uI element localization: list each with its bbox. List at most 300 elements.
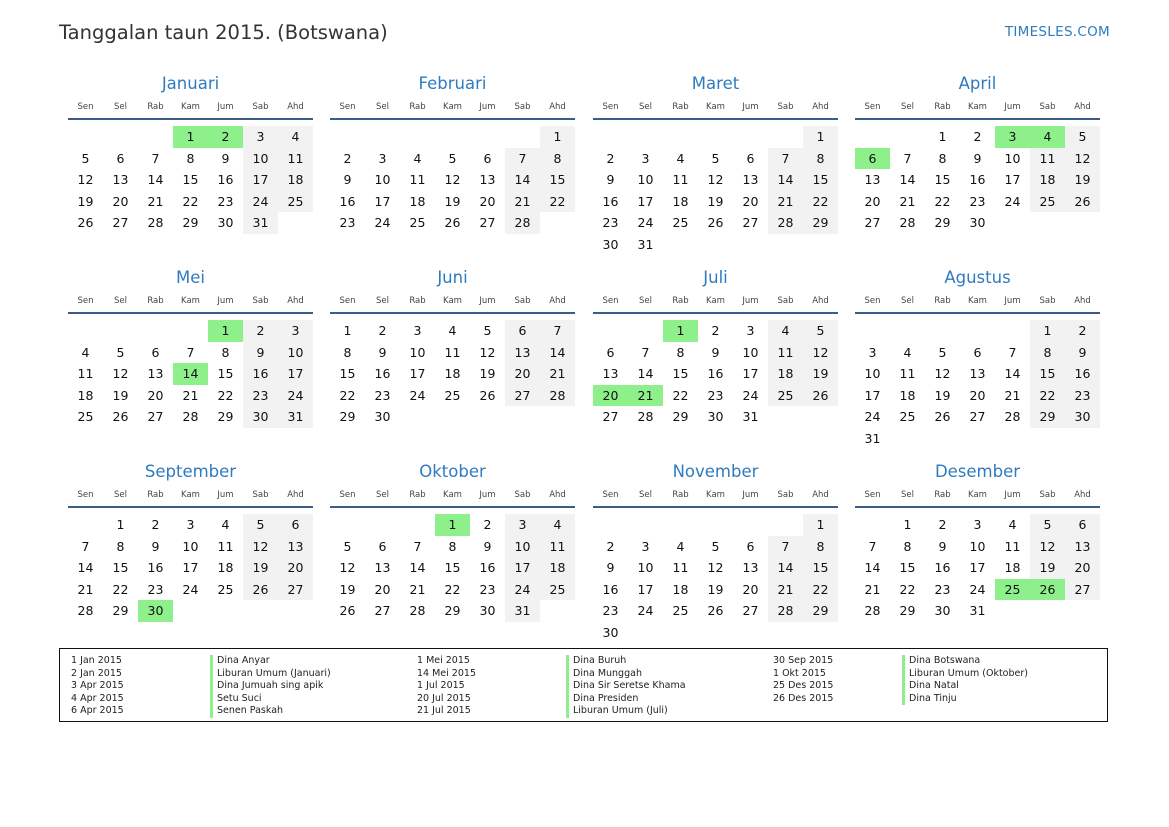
day-cell: 10	[374, 172, 391, 188]
month-name: April	[958, 74, 997, 93]
day-cell: 6	[378, 538, 387, 554]
day-cell: 30	[374, 409, 391, 425]
day-cell: 19	[112, 387, 129, 403]
day-cell: 21	[768, 579, 803, 601]
day-cell: 15	[540, 169, 575, 191]
day-cell: 25	[409, 215, 426, 231]
weekday-header	[855, 96, 1100, 120]
holiday-name: Dina Sir Seretse Khama	[566, 680, 686, 693]
day-cell: 25	[768, 385, 803, 407]
day-cell: 22	[540, 191, 575, 213]
day-cell: 28	[77, 603, 94, 619]
day-cell: 25	[1030, 191, 1065, 213]
day-cell: 25	[278, 191, 313, 213]
day-cell: 15	[182, 172, 199, 188]
day-cell: 8	[1030, 342, 1065, 364]
holiday-date: 30 Sep 2015	[773, 655, 834, 666]
day-cell: 11	[540, 536, 575, 558]
empty-cell	[628, 126, 663, 148]
month-juni	[330, 266, 575, 428]
weekday-label: Jum	[479, 296, 496, 306]
day-cell: 2	[606, 150, 615, 166]
day-cell: 5	[343, 538, 352, 554]
day-cell: 21	[899, 193, 916, 209]
day-cell: 6	[973, 344, 982, 360]
day-cell: 13	[1065, 536, 1100, 558]
day-cell: 11	[444, 344, 461, 360]
day-cell: 23	[969, 193, 986, 209]
day-cell: 4	[540, 514, 575, 536]
empty-cell	[663, 126, 698, 148]
day-cell: 5	[483, 323, 492, 338]
day-cell: 6	[278, 514, 313, 536]
day-cell: 14	[864, 560, 881, 576]
day-cell: 1	[803, 514, 838, 536]
day-cell: 21	[768, 191, 803, 213]
day-cell: 27	[1065, 579, 1100, 601]
day-cell: 27	[602, 409, 619, 425]
empty-cell	[855, 320, 890, 342]
site-link[interactable]: TIMESLES.COM	[1004, 24, 1110, 40]
day-cell: 7	[903, 150, 912, 166]
weekday-label: Rab	[409, 102, 426, 112]
day-cell: 21	[77, 581, 94, 597]
weekday-label: Kam	[443, 296, 462, 306]
month-november	[593, 460, 838, 644]
day-cell: 27	[742, 603, 759, 619]
empty-cell	[505, 126, 540, 148]
weekday-label: Kam	[968, 490, 987, 500]
holiday-name: Dina Presiden	[566, 693, 686, 706]
empty-cell	[628, 514, 663, 536]
day-cell: 8	[116, 538, 125, 554]
weekday-label: Rab	[409, 490, 426, 500]
day-cell: 7	[505, 148, 540, 170]
day-cell: 20	[742, 581, 759, 597]
weekday-label: Sen	[339, 296, 356, 306]
weekday-label: Rab	[934, 296, 951, 306]
empty-cell	[138, 126, 173, 148]
day-cell: 24	[243, 191, 278, 213]
empty-cell	[733, 514, 768, 536]
day-cell: 5	[448, 150, 457, 166]
day-cell: 10	[278, 342, 313, 364]
day-cell: 19	[1065, 169, 1100, 191]
day-cell: 28	[768, 600, 803, 622]
weekday-label: Sel	[114, 296, 127, 306]
weekday-label: Sel	[639, 490, 652, 500]
weekday-label: Ahd	[287, 490, 304, 500]
weekday-label: Rab	[147, 296, 164, 306]
day-grid	[330, 120, 575, 234]
day-cell: 15	[803, 169, 838, 191]
weekday-label: Sen	[602, 102, 619, 112]
weekday-label: Jum	[742, 102, 759, 112]
day-cell: 13	[112, 172, 129, 188]
day-cell: 10	[742, 344, 759, 360]
day-cell: 19	[707, 193, 724, 209]
day-cell: 3	[641, 150, 650, 166]
day-cell: 17	[243, 169, 278, 191]
day-cell: 18	[278, 169, 313, 191]
day-cell: 19	[803, 363, 838, 385]
day-cell: 13	[864, 172, 881, 188]
holiday-date: 2 Jan 2015	[71, 667, 122, 679]
day-cell: 20	[864, 193, 881, 209]
weekday-label: Sab	[514, 296, 531, 306]
day-cell: 9	[973, 150, 982, 166]
day-cell: 30	[479, 603, 496, 619]
day-cell: 12	[77, 172, 94, 188]
day-cell: 26	[77, 215, 94, 231]
day-cell: 23	[243, 385, 278, 407]
month-juli	[593, 266, 838, 428]
day-cell: 24	[864, 409, 881, 425]
day-cell: 23	[934, 581, 951, 597]
day-cell: 25	[77, 409, 94, 425]
day-cell: 24	[637, 215, 654, 231]
day-cell: 2	[151, 517, 160, 532]
month-mei	[68, 266, 313, 428]
month-name: September	[144, 462, 237, 481]
holiday-name: Senen Paskah	[210, 705, 331, 718]
day-cell: 26	[243, 579, 278, 601]
legend-names	[210, 655, 331, 718]
weekday-label: Jum	[217, 102, 234, 112]
day-cell: 5	[803, 320, 838, 342]
day-cell: 6	[116, 150, 125, 166]
weekday-label: Jum	[217, 296, 234, 306]
day-cell: 31	[243, 212, 278, 234]
empty-cell	[663, 514, 698, 536]
day-cell: 15	[899, 560, 916, 576]
day-cell: 15	[444, 560, 461, 576]
day-cell: 28	[147, 215, 164, 231]
day-cell: 7	[186, 344, 195, 360]
day-cell: 31	[969, 603, 986, 619]
day-cell: 7	[768, 148, 803, 170]
month-februari	[330, 72, 575, 234]
day-cell: 9	[483, 538, 492, 554]
weekday-label: Kam	[968, 296, 987, 306]
day-cell: 27	[742, 215, 759, 231]
day-cell: 16	[707, 366, 724, 382]
day-cell: 5	[938, 344, 947, 360]
day-cell: 12	[243, 536, 278, 558]
weekday-label: Sab	[1039, 490, 1056, 500]
weekday-label: Ahd	[812, 296, 829, 306]
day-cell: 2	[243, 320, 278, 342]
holiday-date: 6 Apr 2015	[71, 705, 124, 717]
holiday-day-cell: 26	[1030, 579, 1065, 601]
day-cell: 20	[147, 387, 164, 403]
empty-cell	[365, 126, 400, 148]
day-cell: 13	[278, 536, 313, 558]
day-cell: 27	[278, 579, 313, 601]
day-cell: 11	[278, 148, 313, 170]
day-cell: 30	[602, 624, 619, 640]
day-cell: 22	[182, 193, 199, 209]
day-cell: 25	[899, 409, 916, 425]
day-grid	[330, 508, 575, 622]
day-cell: 18	[899, 387, 916, 403]
day-cell: 19	[339, 581, 356, 597]
day-cell: 11	[672, 172, 689, 188]
day-cell: 24	[505, 579, 540, 601]
weekday-label: Jum	[479, 102, 496, 112]
weekday-label: Sen	[339, 102, 356, 112]
day-cell: 16	[217, 172, 234, 188]
day-cell: 4	[413, 150, 422, 166]
day-cell: 6	[606, 344, 615, 360]
page-title: Tanggalan taun 2015. (Botswana)	[59, 21, 388, 44]
day-cell: 9	[1065, 342, 1100, 364]
day-cell: 25	[444, 387, 461, 403]
day-cell: 13	[602, 366, 619, 382]
holiday-day-cell: 30	[138, 600, 173, 622]
empty-cell	[138, 320, 173, 342]
day-cell: 9	[711, 344, 720, 360]
holiday-date: 1 Jan 2015	[71, 655, 122, 666]
day-cell: 1	[938, 129, 947, 144]
empty-cell	[68, 126, 103, 148]
weekday-label: Ahd	[812, 490, 829, 500]
day-cell: 16	[969, 172, 986, 188]
day-cell: 8	[540, 148, 575, 170]
day-cell: 10	[1004, 150, 1021, 166]
day-cell: 18	[672, 581, 689, 597]
day-cell: 9	[243, 342, 278, 364]
weekday-label: Kam	[443, 490, 462, 500]
day-cell: 17	[1004, 172, 1021, 188]
empty-cell	[768, 514, 803, 536]
day-cell: 8	[448, 538, 457, 554]
weekday-label: Ahd	[549, 490, 566, 500]
day-cell: 22	[217, 387, 234, 403]
day-cell: 28	[505, 212, 540, 234]
day-cell: 7	[1008, 344, 1017, 360]
day-cell: 14	[77, 560, 94, 576]
day-grid	[593, 314, 838, 428]
day-cell: 18	[540, 557, 575, 579]
day-cell: 27	[864, 215, 881, 231]
day-cell: 29	[934, 215, 951, 231]
day-cell: 13	[742, 172, 759, 188]
day-cell: 9	[938, 538, 947, 554]
holiday-name: Liburan Umum (Januari)	[210, 668, 331, 681]
weekday-header	[593, 96, 838, 120]
empty-cell	[435, 126, 470, 148]
day-cell: 8	[938, 150, 947, 166]
day-cell: 3	[868, 344, 877, 360]
day-cell: 26	[707, 215, 724, 231]
holiday-day-cell: 20	[593, 385, 628, 407]
day-cell: 4	[81, 344, 90, 360]
empty-cell	[995, 320, 1030, 342]
day-cell: 22	[1030, 385, 1065, 407]
month-name: Juni	[437, 268, 468, 287]
day-cell: 3	[641, 538, 650, 554]
month-name: Februari	[418, 74, 487, 93]
day-cell: 28	[409, 603, 426, 619]
day-cell: 15	[217, 366, 234, 382]
day-cell: 27	[505, 385, 540, 407]
weekday-label: Rab	[934, 490, 951, 500]
day-cell: 4	[676, 150, 685, 166]
day-cell: 23	[602, 215, 619, 231]
day-cell: 24	[182, 581, 199, 597]
day-cell: 25	[672, 215, 689, 231]
day-cell: 12	[479, 344, 496, 360]
month-oktober	[330, 460, 575, 622]
weekday-label: Sel	[376, 102, 389, 112]
legend-names	[902, 655, 1028, 705]
day-cell: 18	[1004, 560, 1021, 576]
day-cell: 24	[1004, 193, 1021, 209]
day-cell: 15	[112, 560, 129, 576]
holiday-name: Dina Anyar	[210, 655, 331, 668]
holiday-day-cell: 2	[208, 126, 243, 148]
weekday-label: Sab	[777, 102, 794, 112]
day-cell: 21	[864, 581, 881, 597]
legend-dates	[71, 655, 124, 718]
weekday-label: Sab	[252, 102, 269, 112]
day-cell: 14	[505, 169, 540, 191]
day-cell: 17	[505, 557, 540, 579]
weekday-label: Kam	[181, 102, 200, 112]
day-cell: 2	[606, 538, 615, 554]
weekday-label: Kam	[706, 102, 725, 112]
day-cell: 1	[903, 517, 912, 532]
weekday-label: Rab	[672, 490, 689, 500]
weekday-label: Sel	[901, 490, 914, 500]
weekday-header	[330, 290, 575, 314]
holiday-name: Liburan Umum (Juli)	[566, 705, 686, 718]
day-cell: 26	[444, 215, 461, 231]
day-cell: 5	[81, 150, 90, 166]
day-cell: 4	[448, 323, 457, 338]
holiday-day-cell: 1	[208, 320, 243, 342]
month-agustus	[855, 266, 1100, 450]
day-cell: 29	[112, 603, 129, 619]
day-cell: 13	[479, 172, 496, 188]
day-cell: 24	[278, 385, 313, 407]
day-cell: 12	[1030, 536, 1065, 558]
day-cell: 8	[221, 344, 230, 360]
day-cell: 2	[483, 517, 492, 532]
day-cell: 12	[707, 560, 724, 576]
holiday-date: 25 Des 2015	[773, 680, 834, 692]
day-grid	[855, 314, 1100, 450]
weekday-label: Sab	[777, 490, 794, 500]
day-cell: 1	[116, 517, 125, 532]
month-name: Mei	[176, 268, 205, 287]
weekday-label: Sab	[514, 102, 531, 112]
day-cell: 5	[711, 538, 720, 554]
day-cell: 19	[934, 387, 951, 403]
day-cell: 10	[243, 148, 278, 170]
day-cell: 24	[969, 581, 986, 597]
empty-cell	[593, 126, 628, 148]
day-cell: 17	[864, 387, 881, 403]
weekday-header	[330, 96, 575, 120]
day-cell: 4	[278, 126, 313, 148]
month-april	[855, 72, 1100, 234]
weekday-label: Ahd	[812, 102, 829, 112]
day-cell: 20	[969, 387, 986, 403]
day-cell: 27	[147, 409, 164, 425]
holiday-day-cell: 21	[628, 385, 663, 407]
weekday-label: Ahd	[549, 296, 566, 306]
day-cell: 5	[1065, 126, 1100, 148]
weekday-header	[68, 484, 313, 508]
day-cell: 30	[707, 409, 724, 425]
day-cell: 11	[672, 560, 689, 576]
day-cell: 17	[742, 366, 759, 382]
day-cell: 23	[339, 215, 356, 231]
day-cell: 15	[1030, 363, 1065, 385]
day-grid	[593, 120, 838, 256]
day-cell: 23	[602, 603, 619, 619]
weekday-label: Rab	[672, 102, 689, 112]
day-cell: 18	[444, 366, 461, 382]
day-cell: 12	[339, 560, 356, 576]
day-cell: 25	[672, 603, 689, 619]
month-januari	[68, 72, 313, 234]
day-cell: 26	[1065, 191, 1100, 213]
day-cell: 16	[934, 560, 951, 576]
day-cell: 3	[243, 126, 278, 148]
day-cell: 31	[864, 430, 881, 446]
day-cell: 22	[803, 191, 838, 213]
empty-cell	[960, 320, 995, 342]
day-cell: 20	[374, 581, 391, 597]
weekday-label: Sab	[252, 296, 269, 306]
weekday-header	[855, 484, 1100, 508]
day-cell: 18	[768, 363, 803, 385]
day-cell: 4	[1008, 517, 1017, 532]
weekday-label: Sen	[864, 102, 881, 112]
day-cell: 28	[637, 409, 654, 425]
holiday-day-cell: 6	[855, 148, 890, 170]
day-cell: 21	[1004, 387, 1021, 403]
weekday-label: Kam	[443, 102, 462, 112]
day-cell: 7	[413, 538, 422, 554]
day-cell: 12	[707, 172, 724, 188]
empty-cell	[400, 126, 435, 148]
weekday-label: Ahd	[1074, 296, 1091, 306]
empty-cell	[68, 514, 103, 536]
day-cell: 29	[182, 215, 199, 231]
weekday-label: Sen	[602, 490, 619, 500]
day-cell: 3	[186, 517, 195, 532]
day-cell: 28	[540, 385, 575, 407]
holiday-date: 21 Jul 2015	[417, 705, 471, 717]
day-cell: 3	[413, 323, 422, 338]
day-grid	[68, 120, 313, 234]
day-cell: 7	[81, 538, 90, 554]
day-cell: 13	[969, 366, 986, 382]
empty-cell	[768, 126, 803, 148]
day-cell: 14	[899, 172, 916, 188]
weekday-label: Sel	[114, 102, 127, 112]
day-cell: 26	[934, 409, 951, 425]
day-cell: 7	[868, 538, 877, 554]
day-cell: 16	[602, 193, 619, 209]
day-grid	[593, 508, 838, 644]
day-cell: 31	[742, 409, 759, 425]
day-cell: 26	[803, 385, 838, 407]
